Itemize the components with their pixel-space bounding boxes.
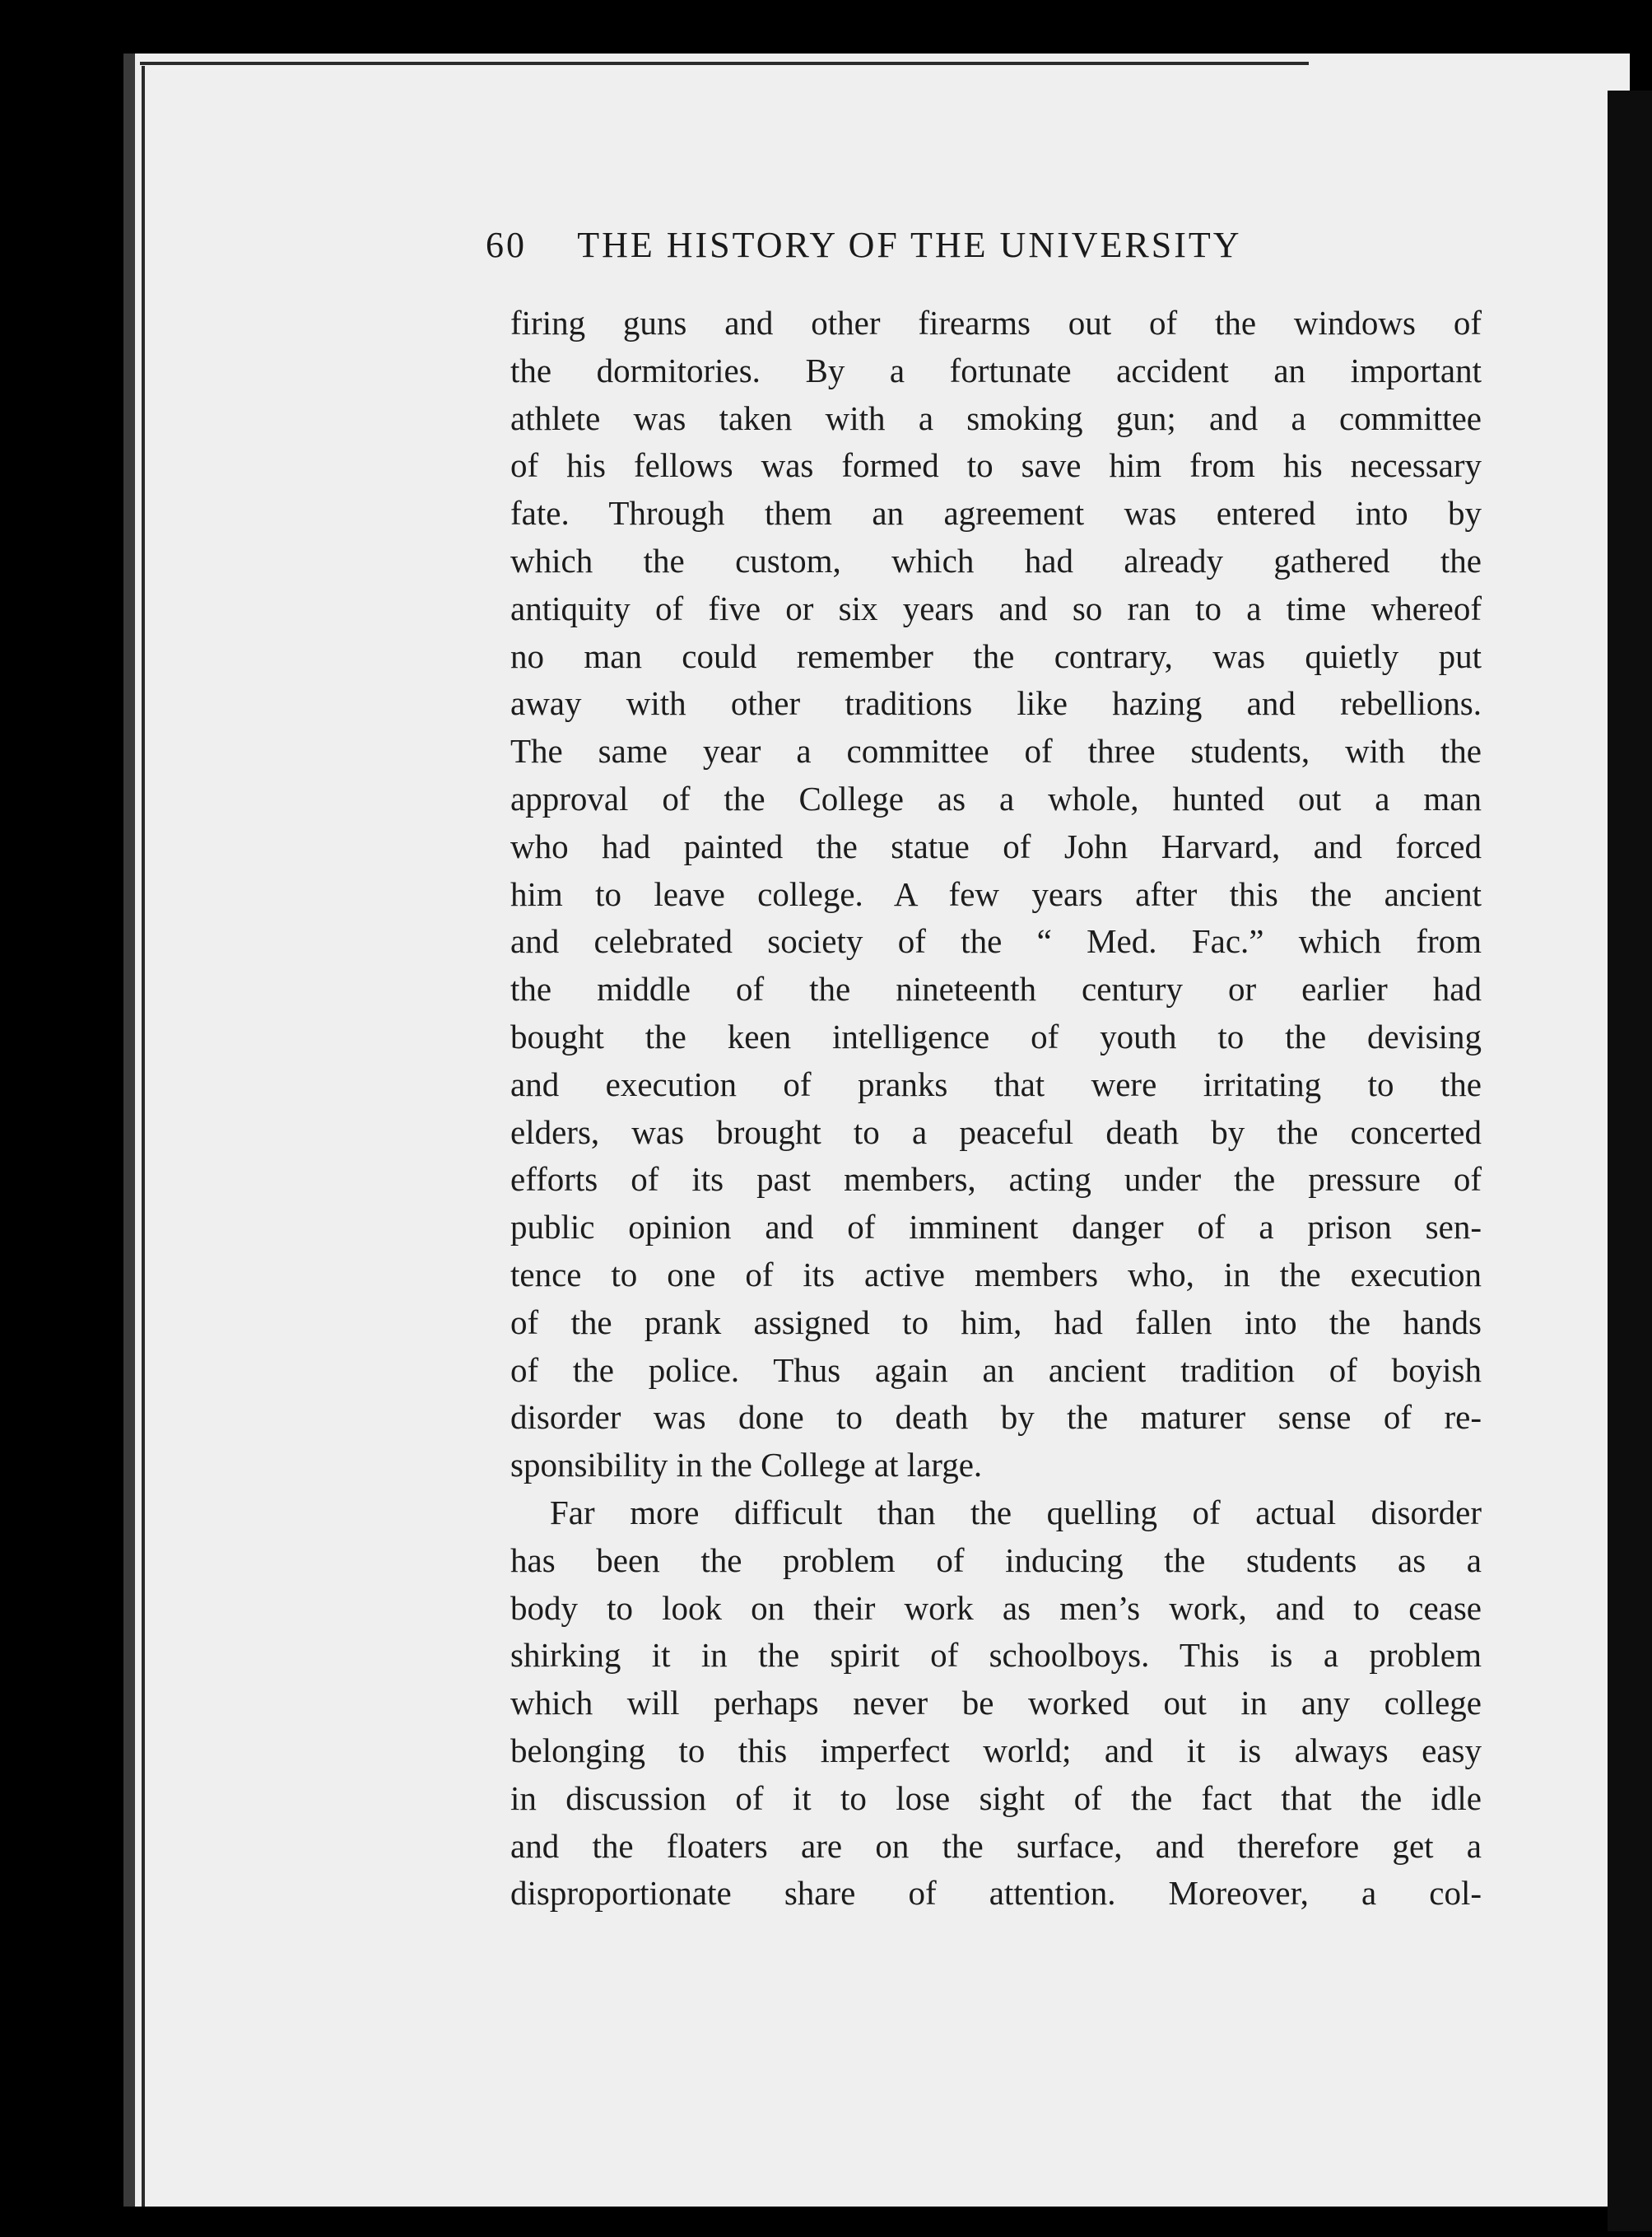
text-line: firing guns and other firearms out of the windows of xyxy=(510,304,1482,342)
text-line: public opinion and of imminent danger of a prison sen- xyxy=(510,1208,1482,1247)
text-line: efforts of its past members, acting under the pressure of xyxy=(510,1160,1482,1199)
text-line: antiquity of five or six years and so ran to a time whereof xyxy=(510,589,1482,627)
text-line: sponsibility in the College at large. xyxy=(510,1446,983,1484)
running-head: THE HISTORY OF THE UNIVERSITY xyxy=(577,225,1242,265)
text-line: of the prank assigned to him, had fallen into the hands xyxy=(510,1303,1482,1341)
text-line: which the custom, which had already gathered the xyxy=(510,541,1482,580)
text-line: shirking it in the spirit of schoolboys. This is a problem xyxy=(510,1636,1482,1675)
text-line: and celebrated society of the “ Med. Fac.” which from xyxy=(510,922,1482,961)
text-line: who had painted the statue of John Harvard, and forced xyxy=(510,827,1482,865)
text-line: of his fellows was formed to save him from his necessary xyxy=(510,446,1482,485)
text-line: of the police. Thus again an ancient tradition of boyish xyxy=(510,1350,1482,1389)
text-line: has been the problem of inducing the students as a xyxy=(510,1540,1482,1579)
text-line: fate. Through them an agreement was entered into by xyxy=(510,494,1482,533)
text-line: bought the keen intelligence of youth to the devising xyxy=(510,1017,1482,1056)
text-line: the dormitories. By a fortunate accident an important xyxy=(510,351,1482,389)
text-line: away with other traditions like hazing and rebellions. xyxy=(510,684,1482,723)
text-line: and the floaters are on the surface, and therefore get a xyxy=(510,1826,1482,1865)
text-line: approval of the College as a whole, hunted out a man xyxy=(510,779,1482,818)
text-line: athlete was taken with a smoking gun; and a committee xyxy=(510,398,1482,437)
page-binding-edge xyxy=(123,54,135,2207)
text-line: the middle of the nineteenth century or earlier had xyxy=(510,970,1482,1009)
text-line: disproportionate share of attention. Moreover, a col- xyxy=(510,1874,1482,1913)
text-line: in discussion of it to lose sight of the fact that the idle xyxy=(510,1778,1482,1817)
text-line: Far more difficult than the quelling of actual disorder xyxy=(550,1493,1482,1531)
page-right-edge xyxy=(1608,91,1652,2231)
body-text xyxy=(510,300,1482,1918)
text-line: tence to one of its active members who, in the execution xyxy=(510,1255,1482,1293)
text-line: elders, was brought to a peaceful death by the concerted xyxy=(510,1112,1482,1151)
text-line: body to look on their work as men’s work, and to cease xyxy=(510,1588,1482,1627)
text-line: belonging to this imperfect world; and it is always easy xyxy=(510,1731,1482,1769)
text-line: The same year a committee of three students, with the xyxy=(510,732,1482,771)
page-top-edge xyxy=(140,62,1309,65)
page-number: 60 xyxy=(486,225,527,265)
text-line: disorder was done to death by the maturer sense of re- xyxy=(510,1398,1482,1437)
page-header xyxy=(486,224,1399,282)
text-line: him to leave college. A few years after this the ancient xyxy=(510,874,1482,913)
text-line: and execution of pranks that were irritating to the xyxy=(510,1065,1482,1103)
text-line: no man could remember the contrary, was quietly put xyxy=(510,636,1482,675)
page-gutter-line xyxy=(142,66,145,2207)
text-line: which will perhaps never be worked out in any college xyxy=(510,1684,1482,1722)
